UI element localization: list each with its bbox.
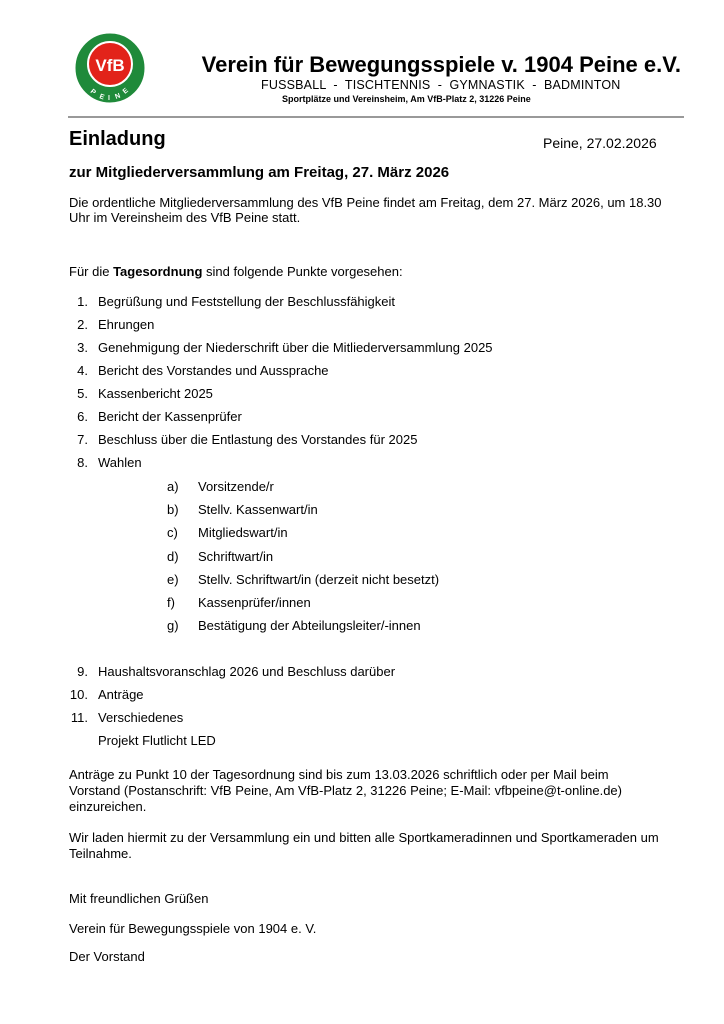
election-item-letter: c) (167, 525, 178, 541)
agenda-item-text: Kassenbericht 2025 (98, 386, 213, 401)
agenda-item-number: 1. (77, 294, 88, 309)
election-item-text: Stellv. Schriftwart/in (derzeit nicht besetzt) (198, 571, 440, 587)
svg-text:E: E (98, 93, 106, 102)
intro-line: Uhr im Vereinsheim des VfB Peine statt. (69, 210, 301, 225)
election-item-letter: f) (167, 595, 175, 610)
agenda-intro (69, 265, 403, 278)
motions-line: Vorstand (Postanschrift: VfB Peine, Am VfB-Platz 2, 31226 Peine; E-Mail: vfbpeine@t-online.de) (69, 783, 622, 798)
header-divider (68, 116, 684, 118)
club-address: Sportplätze und Vereinsheim, Am VfB-Platz 2, 31226 Peine (282, 94, 531, 104)
greeting: Mit freundlichen Grüßen (69, 891, 209, 906)
agenda-item-text: Beschluss über die Entlastung des Vorstandes für 2025 (98, 432, 418, 447)
agenda-item-number: 4. (77, 363, 88, 378)
motions-line: einzureichen. (69, 799, 147, 814)
organization: Verein für Bewegungsspiele von 1904 e. V. (69, 921, 317, 936)
election-item-letter: g) (167, 618, 179, 634)
agenda-item-text: Genehmigung der Niederschrift über die Mitliederversammlung 2025 (98, 340, 493, 355)
agenda-item-number: 6. (77, 409, 88, 424)
document-subheading: zur Mitgliederversammlung am Freitag, 27. März 2026 (69, 164, 450, 181)
agenda-item-text: Bericht des Vorstandes und Aussprache (98, 363, 329, 378)
document-heading: Einladung (69, 128, 166, 150)
agenda-item-text: Bericht der Kassenprüfer (98, 409, 242, 424)
agenda-item-number: 9. (77, 664, 88, 679)
invite-line: Wir laden hiermit zu der Versammlung ein und bitten alle Sportkameradinnen und Sportkameraden um (69, 830, 659, 845)
election-item-text: Schriftwart/in (198, 548, 274, 564)
vfb-logo (74, 32, 146, 104)
agenda-item-text: Begrüßung und Feststellung der Beschlussfähigkeit (98, 294, 396, 309)
agenda-item-text: Ehrungen (98, 317, 155, 332)
agenda-item-number: 2. (77, 317, 88, 332)
election-item-text: Bestätigung der Abteilungsleiter/-innen (198, 618, 421, 634)
agenda-item-text: Verschiedenes (98, 710, 184, 725)
agenda-intro-bold: Tagesordnung (113, 264, 203, 279)
agenda-intro-text: sind folgende Punkte vorgesehen: (202, 264, 403, 279)
motions-line: Anträge zu Punkt 10 der Tagesordnung sind bis zum 13.03.2026 schriftlich oder per Mail beim (69, 767, 609, 782)
election-item-letter: d) (167, 548, 179, 564)
agenda-item-text: Wahlen (98, 455, 142, 470)
club-name: Verein für Bewegungsspiele v. 1904 Peine e.V. (201, 52, 681, 77)
svg-text:E: E (121, 87, 130, 96)
election-item-letter: e) (167, 571, 179, 587)
agenda-item-number: 7. (77, 432, 88, 447)
election-item-text: Mitgliedswart/in (198, 525, 288, 541)
club-sports: FUSSBALL - TISCHTENNIS - GYMNASTIK - BADMINTON (261, 78, 621, 92)
invite-line: Teilnahme. (69, 846, 132, 861)
agenda-item-number: 11. (70, 710, 88, 725)
signature-board: Der Vorstand (69, 949, 145, 964)
agenda-item-number: 10. (69, 687, 88, 702)
svg-text:P: P (88, 88, 97, 97)
election-item-text: Kassenprüfer/innen (198, 595, 311, 610)
agenda-item-number: 3. (77, 340, 88, 355)
agenda-item-text: Anträge (98, 687, 144, 702)
election-item-text: Vorsitzende/r (198, 479, 274, 494)
election-item-text: Stellv. Kassenwart/in (198, 502, 318, 518)
svg-text:N: N (114, 92, 122, 101)
agenda-item-number: 8. (77, 455, 88, 470)
election-item-letter: b) (167, 502, 179, 518)
document-date: Peine, 27.02.2026 (543, 135, 657, 151)
intro-line: Die ordentliche Mitgliederversammlung des VfB Peine findet am Freitag, dem 27. März 2026, um 18.30 (69, 195, 662, 210)
agenda-item-number: 5. (77, 386, 88, 401)
election-item-letter: a) (167, 479, 179, 494)
agenda-item-text: Haushaltsvoranschlag 2026 und Beschluss darüber (98, 664, 396, 679)
svg-text:I: I (108, 95, 110, 102)
svg-text:VfB: VfB (95, 56, 125, 75)
agenda-sub-item: Projekt Flutlicht LED (98, 733, 216, 748)
agenda-intro-text: Für die (69, 264, 114, 279)
